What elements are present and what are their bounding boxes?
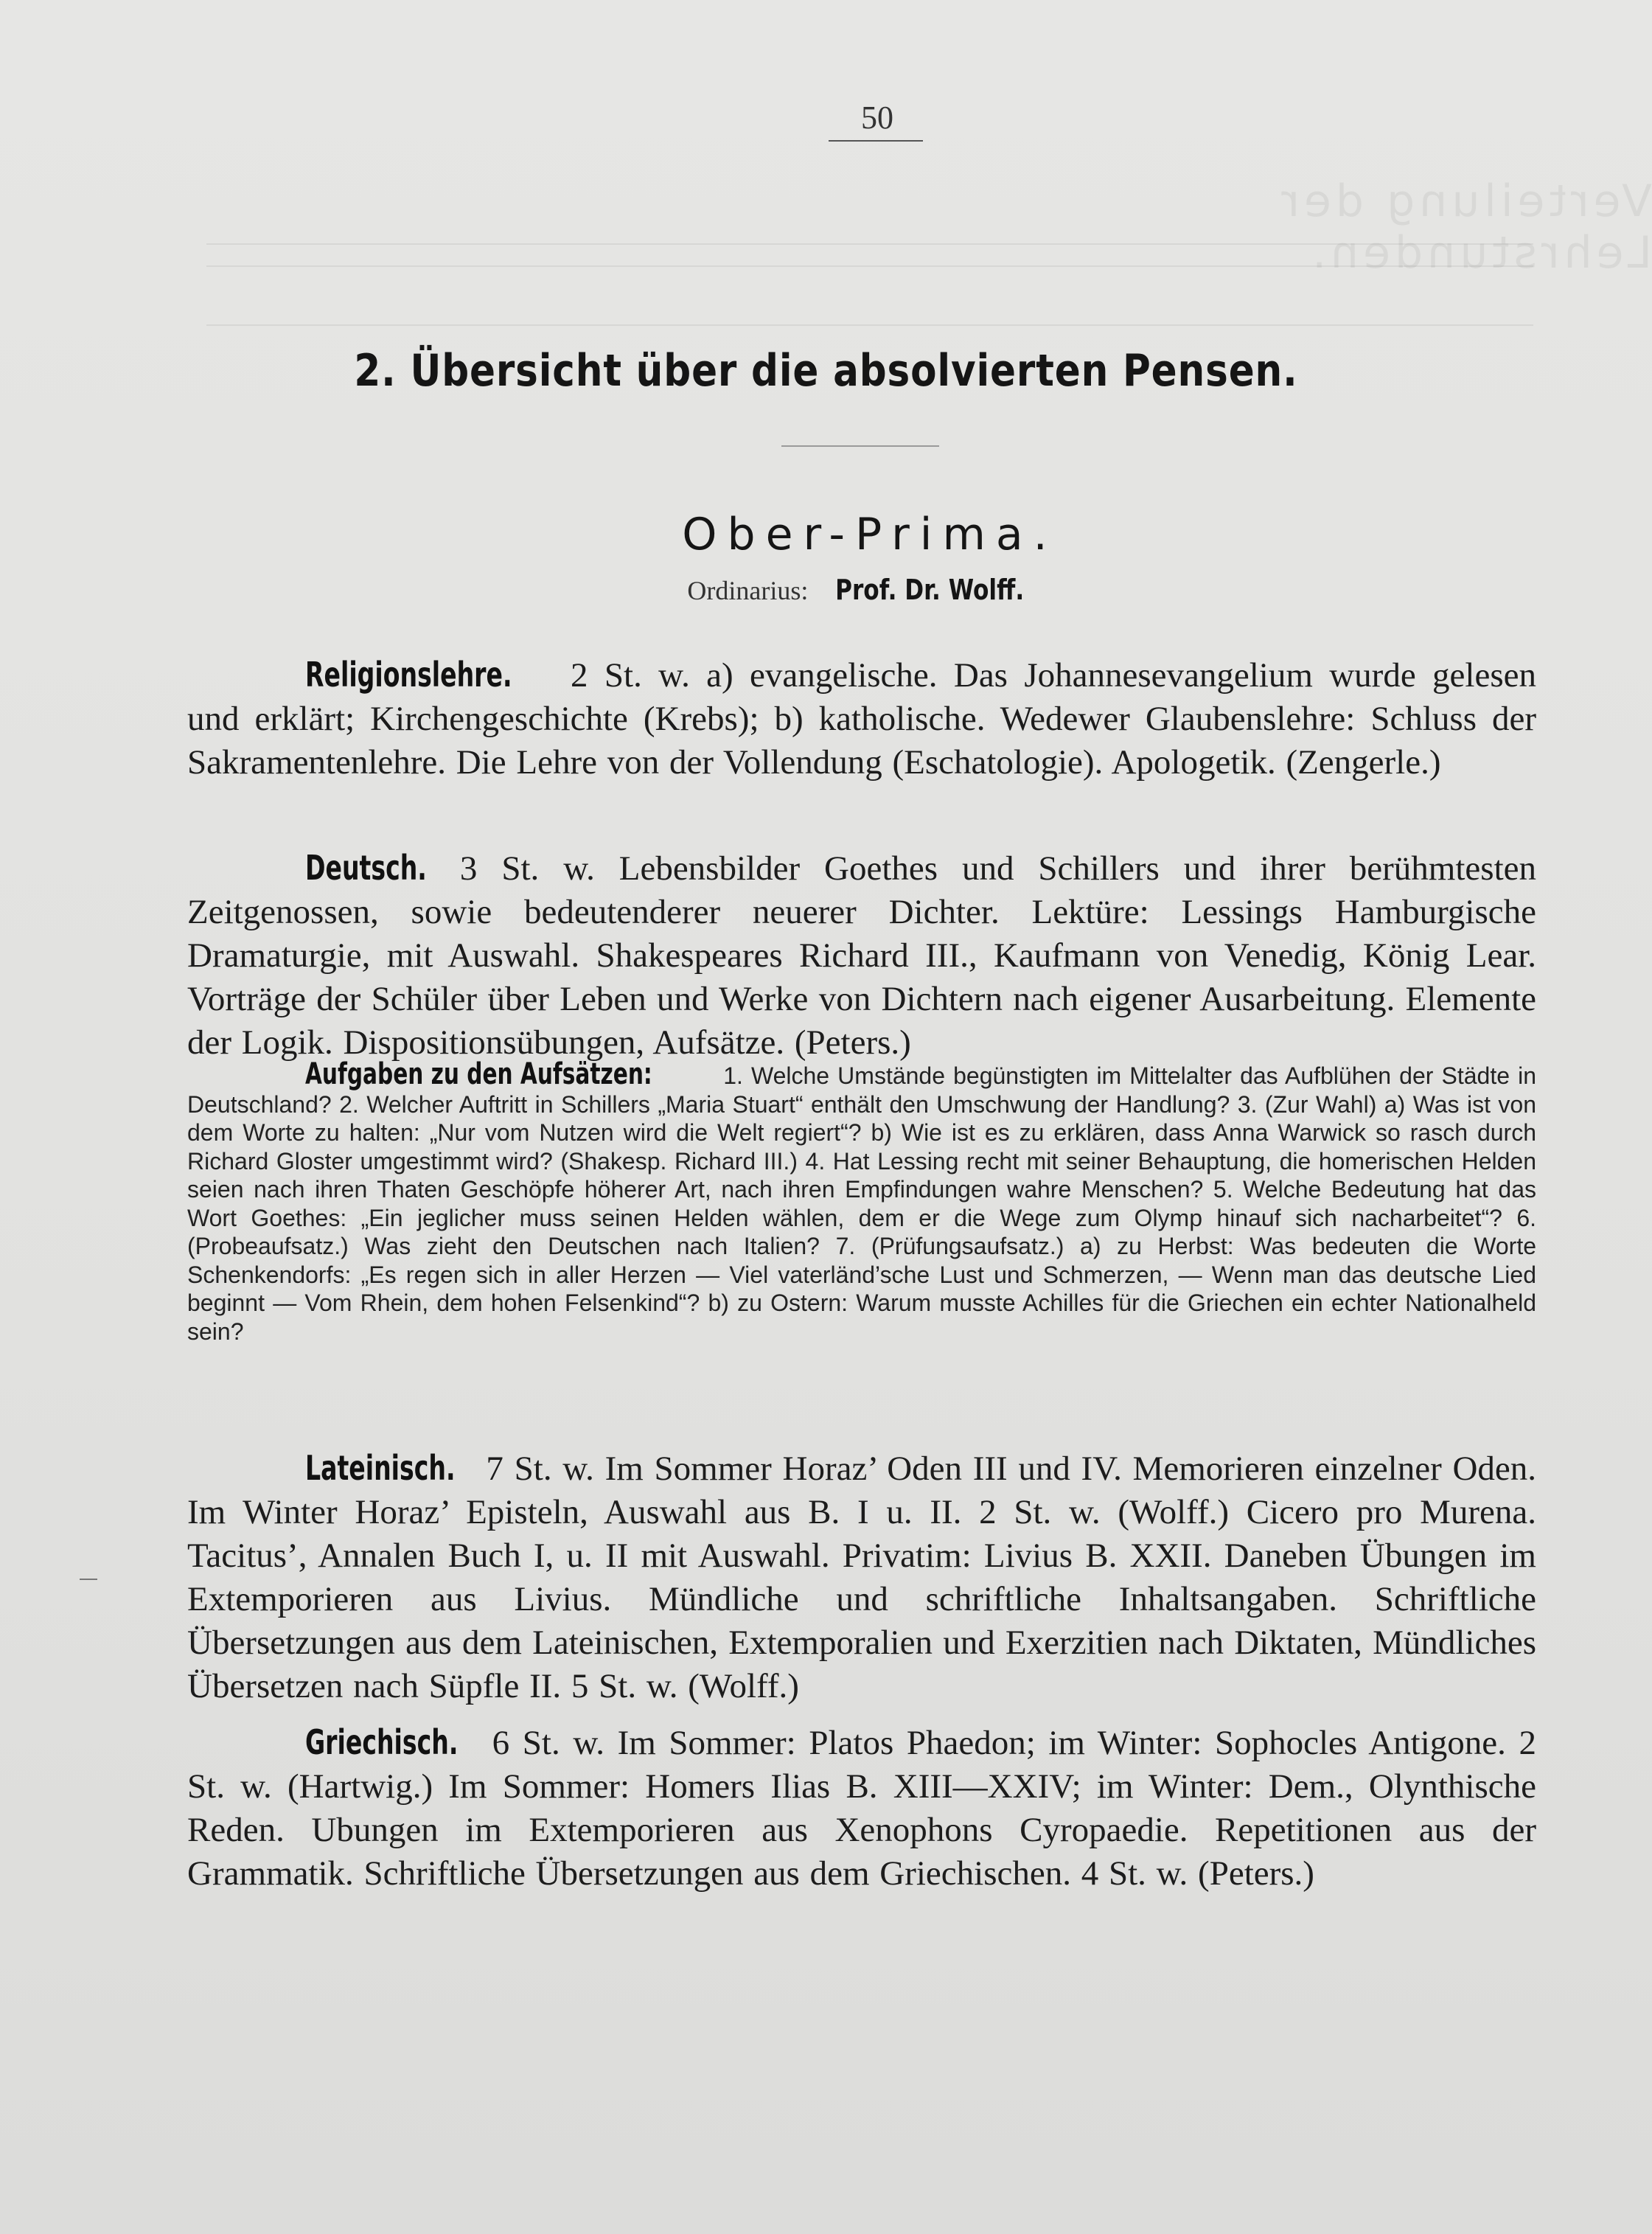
paragraph-griechisch: [187, 1721, 1536, 1896]
subject-text-religion: 2 St. w. a) evangelische. Das Johannesevangelium wurde gelesen und erklärt; Kirchengeschichte (Krebs); b) katholische. Wedewer Glaubenslehre: Schluss der Sakramentenlehre. Die Lehre von der Vollendung (Eschatologie). Apologetik. (Zengerle.): [187, 656, 1536, 782]
paragraph-deutsch: [187, 846, 1536, 1065]
page-number: 50: [861, 100, 893, 136]
ordinarius-line: [0, 574, 1652, 606]
ordinarius-label: Ordinarius:: [687, 576, 809, 605]
class-title: Ober-Prima.: [682, 509, 1058, 560]
paragraph-religion: [187, 653, 1536, 784]
subject-label-aufgaben: Aufgaben zu den Aufsätzen:: [305, 1057, 652, 1091]
heading-divider: [781, 445, 939, 447]
paragraph-latein: [187, 1447, 1536, 1708]
subject-text-latein: 7 St. w. Im Sommer Horaz’ Oden III und IV. Memorieren einzelner Oden. Im Winter Horaz’ Episteln, Auswahl aus B. I u. II. 2 St. w. (Wolff.) Cicero pro Murena. Tacitus’, Annalen Buch I, u. II mit Auswahl. Privatim: Livius B. XXII. Daneben Übungen im Extemporieren aus Livius. Mündliche und schriftliche Inhaltsangaben. Schriftliche Übersetzungen aus dem Lateinischen, Extemporalien und Exerzitien nach Diktaten, Mündliches Übersetzen nach Süpfle II. 5 St. w. (Wolff.): [187, 1450, 1537, 1705]
subject-text-aufgaben: 1. Welche Umstände begünstigten im Mittelalter das Aufblühen der Städte in Deutschland? 2. Welcher Auftritt in Schillers „Maria Stuart“ enthält den Umschwung der Handlung? 3. (Zur Wahl) a) Was ist von dem Worte zu halten: „Nur vom Nutzen wird die Welt regiert“? b) Wie ist es zu erklären, dass Anna Warwick so rasch durch Richard Gloster umgestimmt wird? (Shakesp. Richard III.) 4. Hat Lessing recht mit seiner Behauptung, die homerischen Helden seien nach ihren Thaten Geschöpfe höherer Art, nach ihren Empfindungen wahre Menschen? 5. Welche Bedeutung hat das Wort Goethes: „Ein jeglicher muss seinen Helden wählen, dem er die Wege zum Olymp hinauf sich nacharbeitet“? 6. (Probeaufsatz.) Was zieht den Deutschen nach Italien? 7. (Prüfungsaufsatz.) a) zu Herbst: Was bedeuten die Worte Schenkendorfs: „Es regen sich in aller Herzen — Viel vaterländ’sche Lust und Schmerzen, — Wenn man das deutsche Lied beginnt — Vom Rhein, dem hohen Felsenkind“? b) zu Ostern: Warum musste Achilles für die Griechen ein echter Nationalheld sein?: [187, 1062, 1536, 1345]
ordinarius-name: Prof. Dr. Wolff.: [835, 574, 1025, 606]
bleed-through-rule: [206, 265, 1533, 267]
subject-label-griechisch: Griechisch.: [305, 1722, 459, 1762]
subject-text-griechisch: 6 St. w. Im Sommer: Platos Phaedon; im Winter: Sophocles Antigone. 2 St. w. (Hartwig.) Im Sommer: Homers Ilias B. XIII—XXIV; im Winter: Dem., Olynthische Reden. Ubungen im Extemporieren aus Xenophons Cyropaedie. Repetitionen aus der Grammatik. Schriftliche Übersetzungen aus dem Griechischen. 4 St. w. (Peters.): [187, 1724, 1536, 1893]
subject-label-deutsch: Deutsch.: [305, 848, 427, 888]
subject-text-deutsch: 3 St. w. Lebensbilder Goethes und Schillers und ihrer berühmtesten Zeitgenossen, sowie bedeutenderer neuerer Dichter. Lektüre: Lessings Hamburgische Dramaturgie, mit Auswahl. Shakespeares Richard III., Kaufmann von Venedig, König Lear. Vorträge der Schüler über Leben und Werke von Dichtern nach eigener Ausarbeitung. Elemente der Logik. Dispositionsübungen, Aufsätze. (Peters.): [187, 849, 1536, 1062]
page-number-underline: [829, 140, 923, 142]
margin-mark: [80, 1579, 97, 1580]
bleed-through-title: Verteilung der Lehrstunden.: [1277, 175, 1652, 279]
bleed-through-rule: [206, 324, 1533, 326]
subject-label-latein: Lateinisch.: [305, 1448, 456, 1488]
paragraph-aufgaben: [187, 1057, 1536, 1346]
subject-label-religion: Religionslehre.: [305, 655, 512, 695]
section-heading: 2. Übersicht über die absolvierten Pensen.: [354, 345, 1298, 397]
bleed-through-rule: [206, 243, 1533, 245]
